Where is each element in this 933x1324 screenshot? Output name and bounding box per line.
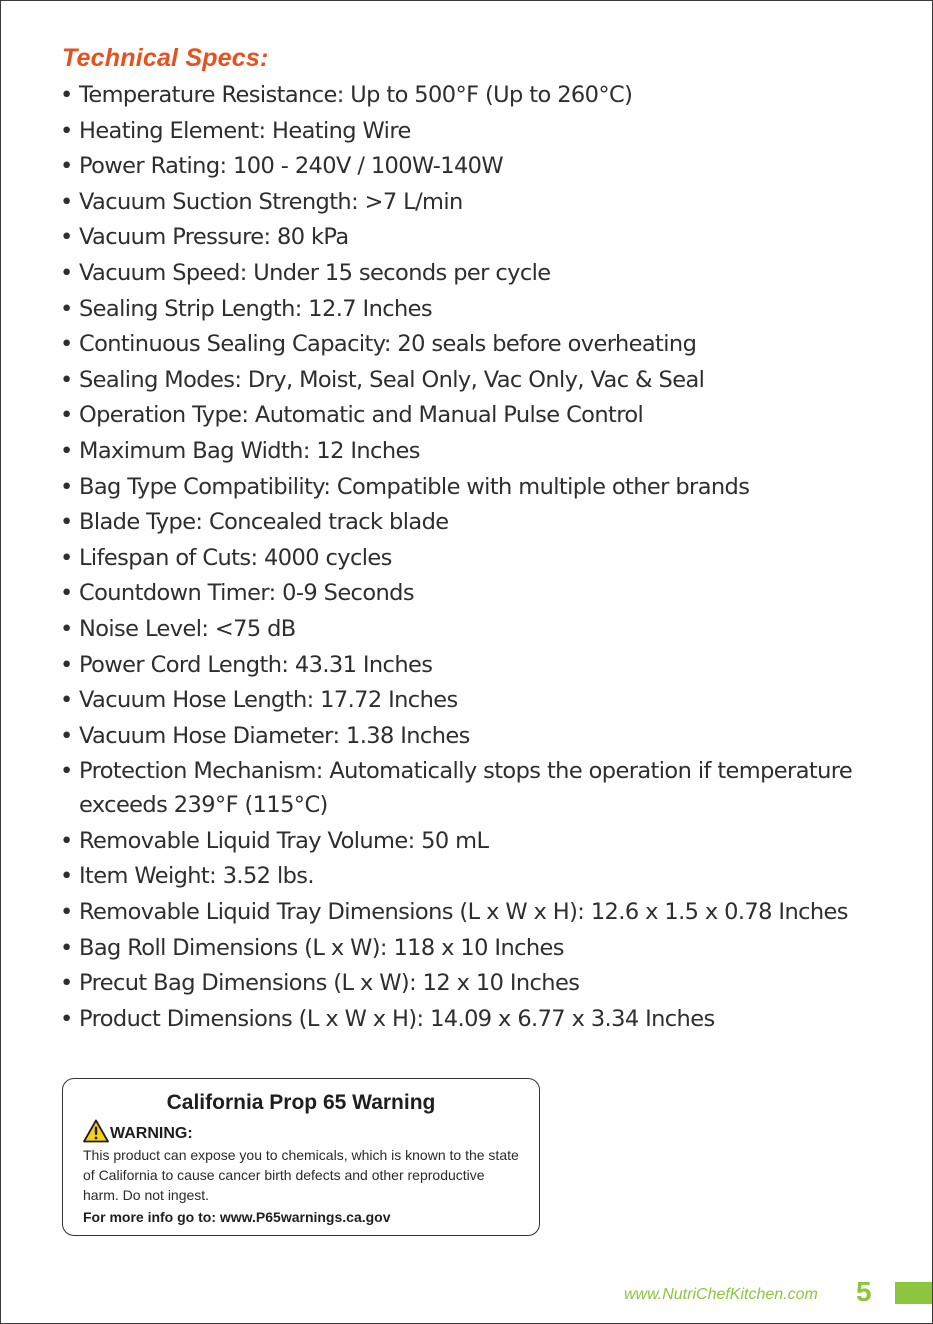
spec-text: Vacuum Hose Length: 17.72 Inches	[79, 687, 458, 714]
bullet: •	[60, 509, 73, 536]
spec-list	[60, 78, 900, 1037]
spec-text: Removable Liquid Tray Volume: 50 mL	[79, 827, 489, 854]
spec-item	[60, 648, 900, 682]
spec-item	[60, 859, 900, 893]
spec-item	[60, 931, 900, 965]
spec-item	[60, 398, 900, 432]
spec-item	[60, 895, 900, 929]
spec-item	[60, 612, 900, 646]
spec-item	[60, 683, 900, 717]
bullet: •	[60, 295, 73, 322]
spec-text: Precut Bag Dimensions (L x W): 12 x 10 Inches	[79, 970, 580, 997]
bullet: •	[60, 188, 73, 215]
spec-item	[60, 327, 900, 361]
spec-text: Vacuum Speed: Under 15 seconds per cycle	[79, 259, 551, 286]
spec-item	[60, 292, 900, 326]
section-title: Technical Specs:	[62, 44, 269, 72]
bullet: •	[60, 1005, 73, 1032]
spec-text: Noise Level: <75 dB	[79, 615, 296, 642]
bullet: •	[60, 722, 73, 749]
bullet: •	[60, 758, 73, 785]
bullet: •	[60, 580, 73, 607]
spec-item	[60, 149, 900, 183]
spec-text: Heating Element: Heating Wire	[79, 117, 411, 144]
spec-text: Temperature Resistance: Up to 500°F (Up to 260°C)	[79, 82, 633, 108]
bullet: •	[60, 331, 73, 358]
spec-item	[60, 434, 900, 468]
bullet: •	[60, 970, 73, 997]
bullet: •	[60, 259, 73, 286]
spec-item	[60, 824, 900, 858]
spec-item	[60, 363, 900, 397]
spec-item	[60, 256, 900, 290]
spec-text: Countdown Timer: 0-9 Seconds	[79, 580, 414, 607]
spec-text: Blade Type: Concealed track blade	[79, 509, 449, 536]
footer-accent-bar	[895, 1282, 932, 1304]
spec-item	[60, 966, 900, 1000]
bullet: •	[60, 366, 73, 393]
bullet: •	[60, 687, 73, 714]
spec-text: Protection Mechanism: Automatically stops the operation if temperature exceeds 239°F (115°C)	[79, 758, 853, 819]
spec-text: Vacuum Pressure: 80 kPa	[79, 224, 349, 251]
spec-item	[60, 1002, 900, 1036]
bullet: •	[60, 473, 73, 500]
spec-text: Sealing Modes: Dry, Moist, Seal Only, Vac Only, Vac & Seal	[79, 366, 705, 393]
bullet: •	[60, 437, 73, 464]
spec-text: Bag Type Compatibility: Compatible with multiple other brands	[79, 473, 750, 500]
prop65-warning-box	[62, 1078, 540, 1236]
spec-text: Power Cord Length: 43.31 Inches	[79, 651, 433, 678]
spec-text: Vacuum Suction Strength: >7 L/min	[79, 188, 463, 215]
spec-text: Power Rating: 100 - 240V / 100W-140W	[79, 153, 504, 180]
spec-item	[60, 719, 900, 753]
spec-text: Maximum Bag Width: 12 Inches	[79, 437, 420, 464]
warning-text: This product can expose you to chemicals, which is known to the state of California to cause cancer birth defects and other reproductive harm. Do not ingest.	[83, 1147, 519, 1203]
spec-item	[60, 220, 900, 254]
spec-item	[60, 576, 900, 610]
spec-item	[60, 541, 900, 575]
spec-text: Item Weight: 3.52 lbs.	[79, 863, 314, 890]
spec-item	[60, 78, 900, 112]
prop65-title: California Prop 65 Warning	[166, 1091, 436, 1114]
spec-text: Lifespan of Cuts: 4000 cycles	[79, 544, 392, 571]
spec-text: Continuous Sealing Capacity: 20 seals before overheating	[79, 331, 697, 358]
spec-text: Operation Type: Automatic and Manual Pulse Control	[79, 402, 644, 429]
bullet: •	[60, 615, 73, 642]
bullet: •	[60, 863, 73, 890]
spec-item	[60, 470, 900, 504]
bullet: •	[60, 651, 73, 678]
bullet: •	[60, 827, 73, 854]
bullet: •	[60, 899, 73, 926]
spec-text: Product Dimensions (L x W x H): 14.09 x 6.77 x 3.34 Inches	[79, 1005, 715, 1032]
spec-text: Removable Liquid Tray Dimensions (L x W x H): 12.6 x 1.5 x 0.78 Inches	[79, 899, 848, 926]
spec-item	[60, 754, 900, 822]
warning-label: WARNING:	[110, 1125, 193, 1142]
spec-item	[60, 114, 900, 148]
bullet: •	[60, 934, 73, 961]
page-number: 5	[856, 1276, 872, 1307]
warning-triangle-icon	[83, 1119, 109, 1143]
spec-text: Vacuum Hose Diameter: 1.38 Inches	[79, 722, 470, 749]
spec-text: Bag Roll Dimensions (L x W): 118 x 10 Inches	[79, 934, 564, 961]
bullet: •	[60, 402, 73, 429]
warning-row	[83, 1119, 193, 1143]
bullet: •	[60, 544, 73, 571]
spec-item	[60, 505, 900, 539]
bullet: •	[60, 224, 73, 251]
more-info-text: For more info go to: www.P65warnings.ca.gov	[83, 1209, 391, 1225]
bullet: •	[60, 82, 73, 108]
bullet: •	[60, 153, 73, 180]
spec-text: Sealing Strip Length: 12.7 Inches	[79, 295, 433, 322]
spec-item	[60, 185, 900, 219]
bullet: •	[60, 117, 73, 144]
footer-website: www.NutriChefKitchen.com	[624, 1286, 818, 1303]
